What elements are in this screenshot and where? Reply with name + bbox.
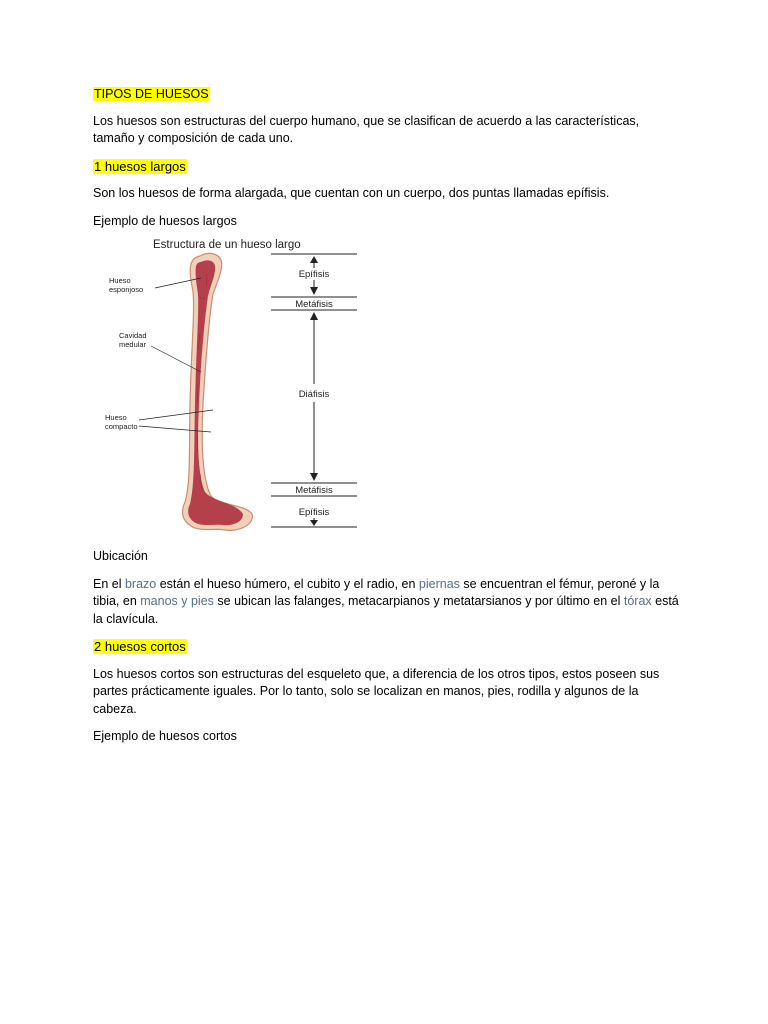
label-cavidad-medular-2: medular xyxy=(119,340,147,349)
section1-title xyxy=(93,158,683,176)
ubicacion-paragraph xyxy=(93,576,683,629)
ubicacion-text-2: están el hueso húmero, el cubito y el radio, en xyxy=(156,576,419,591)
label-epifisis-bottom: Epífisis xyxy=(298,507,330,518)
label-hueso-esponjoso-1: Hueso xyxy=(109,276,131,285)
ubicacion-text-4: se ubican las falanges, metacarpianos y metatarsianos y por último en el xyxy=(213,594,624,608)
ubicacion-text-3: se encuentran el fémur, peroné y la tibia, en xyxy=(93,576,660,608)
ubicacion-text-5: está la clavícula. xyxy=(93,594,679,626)
section2-title-highlight: 2 huesos cortos xyxy=(94,639,186,654)
link-piernas[interactable]: piernas xyxy=(418,576,460,591)
heading-highlight: TIPOS DE HUESOS xyxy=(94,87,209,101)
link-manos-pies[interactable]: manos y pies xyxy=(140,594,214,608)
section2-text: Los huesos cortos son estructuras del esqueleto que, a diferencia de los otros tipos, estos poseen sus partes prácticamente iguales. Por lo tanto, solo se localizan en manos, pies, rodilla y algunos de la cabeza. xyxy=(93,666,660,716)
section2-title xyxy=(93,638,683,656)
heading-tipos xyxy=(93,86,683,104)
figure-title: Estructura de un hueso largo xyxy=(153,239,301,251)
label-metafisis-top: Metáfisis xyxy=(295,299,333,310)
label-hueso-compacto-2: compacto xyxy=(105,422,138,431)
label-metafisis-bottom: Metáfisis xyxy=(295,485,333,496)
ubicacion-text-1: En el xyxy=(93,576,125,591)
label-cavidad-medular-1: Cavidad xyxy=(119,331,147,340)
section1-text: Son los huesos de forma alargada, que cuentan con un cuerpo, dos puntas llamadas epífisis. xyxy=(93,186,610,200)
ubicacion-title: Ubicación xyxy=(93,549,148,563)
intro-paragraph: Los huesos son estructuras del cuerpo humano, que se clasifican de acuerdo a las características, tamaño y composición de cada uno. xyxy=(93,113,640,145)
label-diafisis: Diáfisis xyxy=(298,389,330,400)
link-torax[interactable]: tórax xyxy=(623,594,652,608)
label-epifisis-top: Epífisis xyxy=(298,269,330,280)
section1-title-highlight: 1 huesos largos xyxy=(94,158,186,174)
label-hueso-esponjoso-2: esponjoso xyxy=(109,285,144,294)
section1-example-label: Ejemplo de huesos largos xyxy=(93,213,237,228)
long-bone-figure xyxy=(95,234,367,534)
document-page xyxy=(93,86,683,756)
link-brazo[interactable]: brazo xyxy=(124,576,157,591)
label-hueso-compacto-1: Hueso xyxy=(105,413,127,422)
section2-example-label: Ejemplo de huesos cortos xyxy=(93,729,237,743)
long-bone-diagram xyxy=(95,234,367,534)
